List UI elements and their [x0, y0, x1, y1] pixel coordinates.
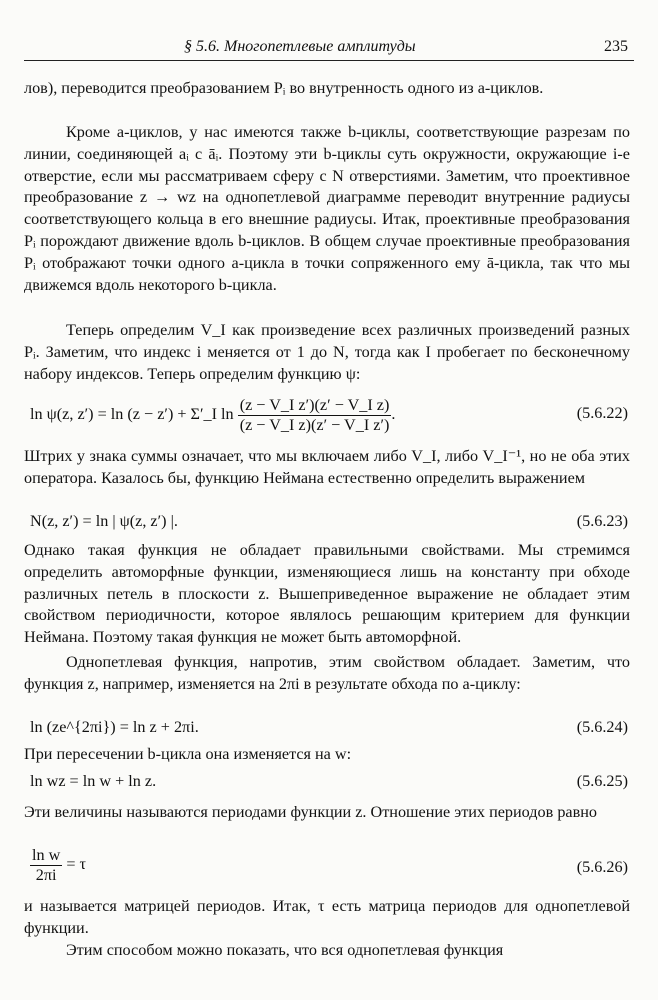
eq5-fraction	[30, 846, 62, 885]
paragraph-5: Однако такая функция не обладает правильными свойствами. Мы стремимся определить автоморфные функции, изменяющиеся лишь на константу при обходе различных петель в плоскости z. Вышеприведенное выражение не обладает этим свойством периодичности, которое являлось решающим критерием для функции Неймана. Поэтому такая функция не может быть автоморфной.	[24, 541, 630, 647]
page-number: 235	[604, 38, 628, 55]
eq4-expr: ln wz = ln w + ln z.	[30, 772, 157, 790]
equation-5-6-22	[24, 392, 634, 436]
eq5-tail: = τ	[66, 855, 87, 874]
eq1-lhs: ln ψ(z, z′) = ln (z − z′) + Σ′_I ln	[30, 405, 234, 424]
eq1-label: (5.6.22)	[576, 404, 628, 422]
eq2-label: (5.6.23)	[576, 512, 628, 530]
eq5-denominator: 2πi	[35, 866, 57, 884]
eq5-numerator: ln w	[32, 846, 61, 864]
equation-5-6-26	[24, 846, 634, 890]
eq1-denominator: (z − V_I z)(z′ − V_I z′)	[239, 416, 390, 434]
running-header	[24, 30, 634, 61]
eq2-expr: N(z, z′) = ln | ψ(z, z′) |.	[30, 512, 178, 530]
paragraph-9: и называется матрицей периодов. Итак, τ есть матрица периодов для однопетлевой функции.	[24, 897, 630, 937]
eq3-label: (5.6.24)	[576, 718, 628, 736]
eq1-tail: .	[391, 405, 396, 424]
paragraph-7: При пересечении b-цикла она изменяется на w:	[24, 745, 352, 763]
eq4-label: (5.6.25)	[576, 772, 628, 790]
equation-5-6-23	[24, 512, 634, 542]
eq3-expr: ln (ze^{2πi}) = ln z + 2πi.	[30, 718, 199, 736]
paragraph-8: Эти величины называются периодами функции z. Отношение этих периодов равно	[24, 803, 598, 821]
eq5-label: (5.6.26)	[576, 858, 628, 876]
paragraph-2: Кроме a-циклов, у нас имеются также b-циклы, соответствующие разрезам по линии, соединяющей aᵢ с āᵢ. Поэтому эти b-циклы суть окружности, окружающие i-е отверстие, если мы рассматриваем сферу с N отверстиями. Заметим, что проективное преобразование z → wz на однопетлевой диаграмме переводит внутренние радиусы соответствующего кольца в его внешние радиусы. Итак, проективные преобразования Pᵢ порождают движение вдоль b-циклов. В общем случае проективные преобразования Pᵢ отображают точки одного a-цикла в точки сопряженного ему ā-цикла, так что мы движемся вдоль некоторого b-цикла.	[24, 123, 630, 294]
section-title: § 5.6. Многопетлевые амплитуды	[184, 38, 416, 55]
paragraph-10: Этим способом можно показать, что вся однопетлевая функция	[66, 941, 504, 959]
paragraph-3: Теперь определим V_I как произведение всех различных произведений разных Pᵢ. Заметим, что индекс i меняется от 1 до N, тогда как I пробегает по бесконечному набору индексов. Теперь определим функцию ψ:	[24, 321, 630, 383]
paragraph-6: Однопетлевая функция, напротив, этим свойством обладает. Заметим, что функция z, например, изменяется на 2πi в результате обхода по a-циклу:	[24, 653, 630, 693]
eq1-fraction	[238, 396, 392, 435]
paragraph-1: лов), переводится преобразованием Pᵢ во внутренность одного из a-циклов.	[24, 79, 544, 97]
paragraph-4: Штрих у знака суммы означает, что мы включаем либо V_I, либо V_I⁻¹, но не оба этих оператора. Казалось бы, функцию Неймана естественно определить выражением	[24, 447, 630, 487]
eq1-numerator: (z − V_I z′)(z′ − V_I z)	[239, 396, 390, 414]
equation-5-6-25	[24, 772, 634, 802]
